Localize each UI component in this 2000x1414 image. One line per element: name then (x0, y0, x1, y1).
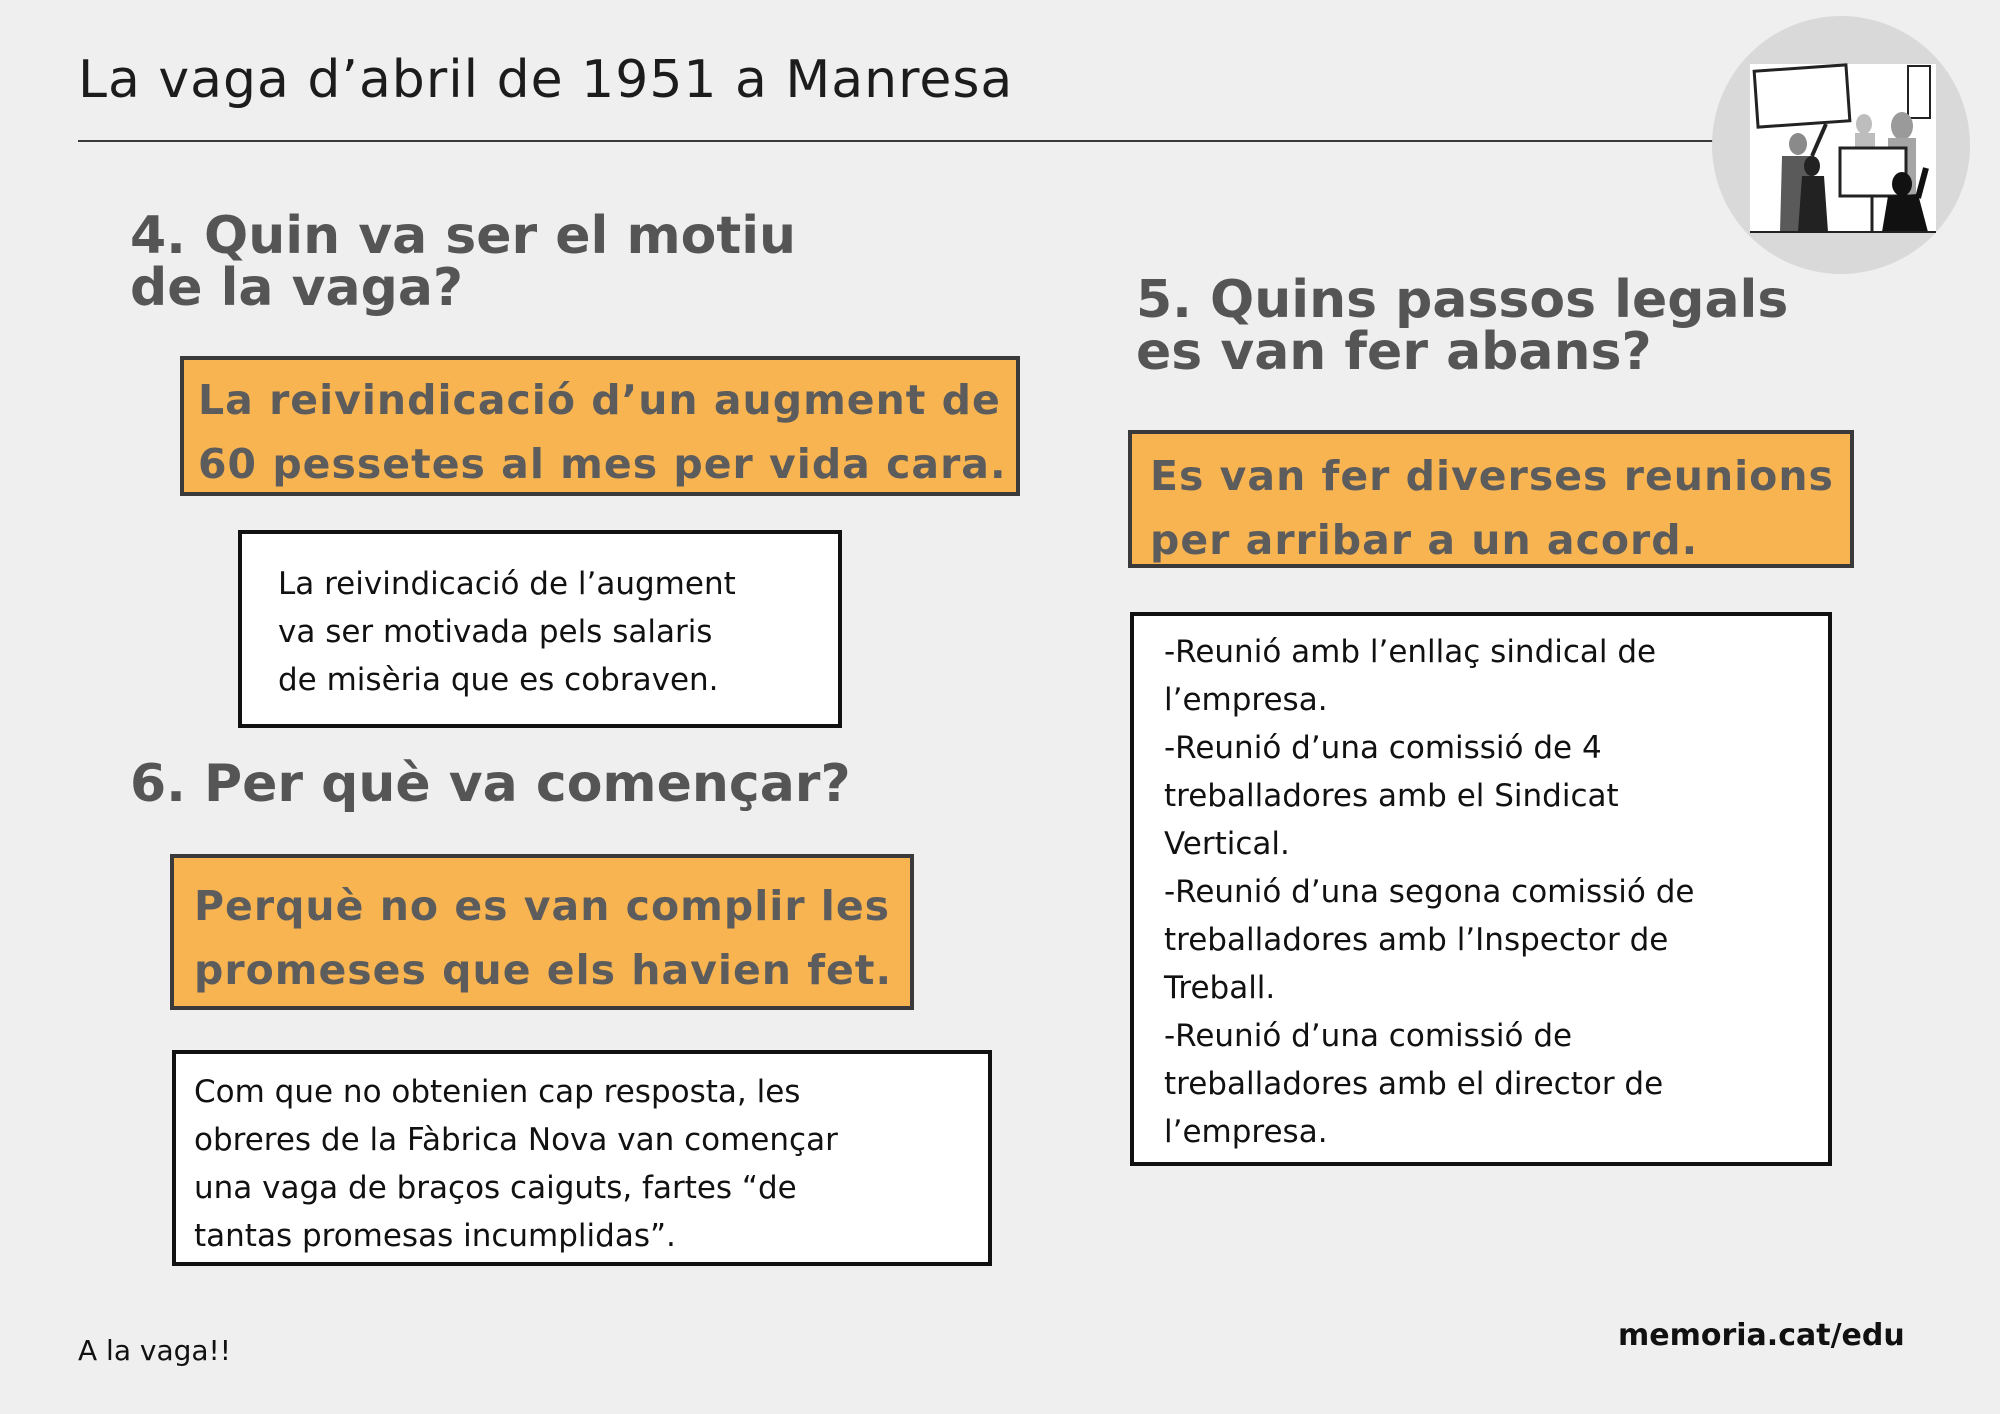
footer-website: memoria.cat/edu (1618, 1318, 1905, 1353)
question-6-title: 6. Per què va començar? (130, 754, 851, 814)
question-6-note: Com que no obtenien cap resposta, les obreres de la Fàbrica Nova van començar una vaga de braços caiguts, fartes “de tantas promesas incumplidas”. (172, 1050, 992, 1266)
title-divider (78, 140, 1718, 142)
question-4-note: La reivindicació de l’augment va ser motivada pels salaris de misèria que es cobraven. (238, 530, 842, 728)
question-5-note: -Reunió amb l’enllaç sindical de l’empresa. -Reunió d’una comissió de 4 treballadores amb el Sindicat Vertical. -Reunió d’una segona comissió de treballadores amb l’Inspector de Treball. -Reunió d’una comissió de treballadores amb el director de l’empresa. (1130, 612, 1832, 1166)
question-4-title: 4. Quin va ser el motiu de la vaga? (130, 206, 797, 318)
footer-slogan: A la vaga!! (78, 1334, 232, 1367)
question-5-title: 5. Quins passos legals es van fer abans? (1136, 270, 1789, 382)
protest-silhouette-icon (1712, 16, 1970, 274)
question-4-answer: La reivindicació d’un augment de 60 pessetes al mes per vida cara. (180, 356, 1020, 496)
question-6-answer: Perquè no es van complir les promeses que els havien fet. (170, 854, 914, 1010)
page-title: La vaga d’abril de 1951 a Manresa (78, 50, 1014, 110)
question-5-answer: Es van fer diverses reunions per arribar a un acord. (1128, 430, 1854, 568)
